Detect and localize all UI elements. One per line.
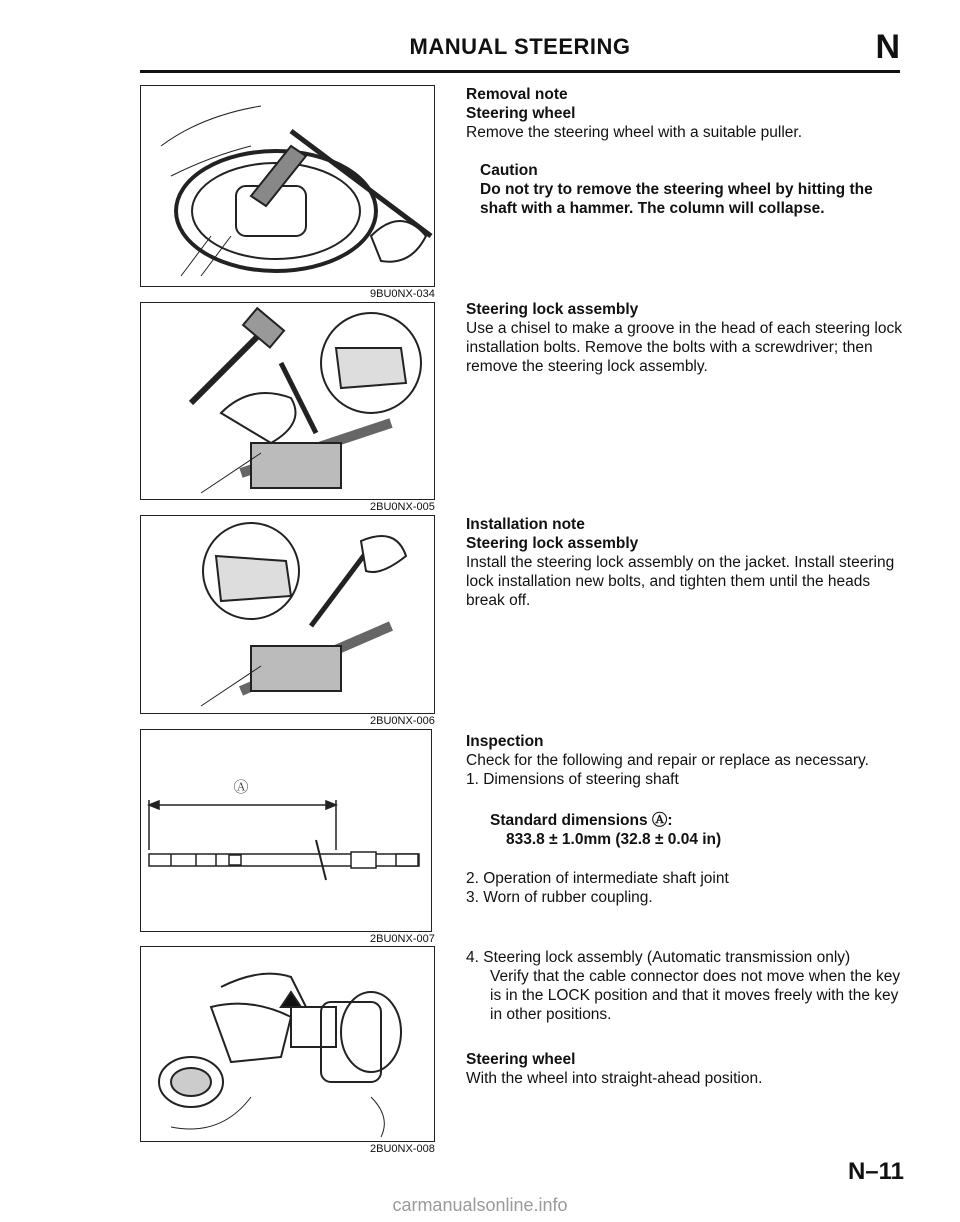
wheel-text: With the wheel into straight-ahead position. [466,1070,763,1087]
figure-id: 2BU0NX-007 [370,933,435,945]
figure-id: 2BU0NX-006 [370,715,435,727]
header-rule [140,70,900,73]
inspection-item-2: 2. Operation of intermediate shaft joint [466,870,729,887]
steering-wheel-illustration [141,86,434,286]
figure-id: 2BU0NX-005 [370,501,435,513]
inspection-item-4-section [466,948,906,1024]
figure-shaft-dimension [140,729,432,932]
standard-dimensions-value: 833.8 ± 1.0mm (32.8 ± 0.04 in) [506,831,722,848]
caution-title: Caution [480,162,538,179]
inspection-section [466,732,906,907]
installation-subheading: Steering lock assembly [466,535,639,552]
page-number: N–11 [847,1158,904,1185]
steering-wheel-section [466,1050,906,1088]
inspection-item-4-title: 4. Steering lock assembly (Automatic transmission only) [466,949,851,966]
figure-steering-wheel-puller [140,85,435,287]
figure-chisel-lock-bolt [140,302,435,500]
wheel-heading: Steering wheel [466,1051,576,1068]
removal-note-section [466,85,906,218]
installation-note-section [466,515,906,610]
removal-heading: Removal note [466,86,568,103]
lock-heading: Steering lock assembly [466,301,639,318]
figure-lock-assembly-key [140,946,435,1142]
figure-id: 2BU0NX-008 [370,1143,435,1155]
standard-dimensions-label: Standard dimensions Ⓐ: [490,812,673,829]
installation-heading: Installation note [466,516,585,533]
footer-watermark: carmanualsonline.info [392,1195,568,1215]
removal-text: Remove the steering wheel with a suitable puller. [466,124,803,141]
page-header [140,28,900,68]
removal-subheading: Steering wheel [466,105,576,122]
chisel-illustration [141,303,434,499]
inspection-item-1: 1. Dimensions of steering shaft [466,771,679,788]
caution-text: Do not try to remove the steering wheel by hitting the shaft with a hammer. The column will collapse. [480,181,873,217]
inspection-item-4-text: Verify that the cable connector does not move when the key is in the LOCK position and that it moves freely with the key in other positions. [490,968,901,1023]
inspection-item-3: 3. Worn of rubber coupling. [466,889,653,906]
section-letter: N [875,28,900,66]
inspection-text: Check for the following and repair or replace as necessary. [466,752,869,769]
lock-assembly-section [466,300,906,376]
installation-text: Install the steering lock assembly on the jacket. Install steering lock installation new bolts, and tighten them until the heads break off. [466,554,895,609]
inspection-heading: Inspection [466,733,544,750]
page-title: MANUAL STEERING [409,34,631,59]
shaft-dimension-illustration [141,730,431,931]
figure-screwdriver-lock-bolt [140,515,435,714]
screwdriver-illustration [141,516,434,713]
lock-text: Use a chisel to make a groove in the head of each steering lock installation bolts. Remove the bolts with a screwdriver; then remove the steering lock assembly. [466,320,902,375]
figure-id: 9BU0NX-034 [370,288,435,300]
lock-key-illustration [141,947,434,1141]
dimension-label: Ⓐ [233,779,249,796]
